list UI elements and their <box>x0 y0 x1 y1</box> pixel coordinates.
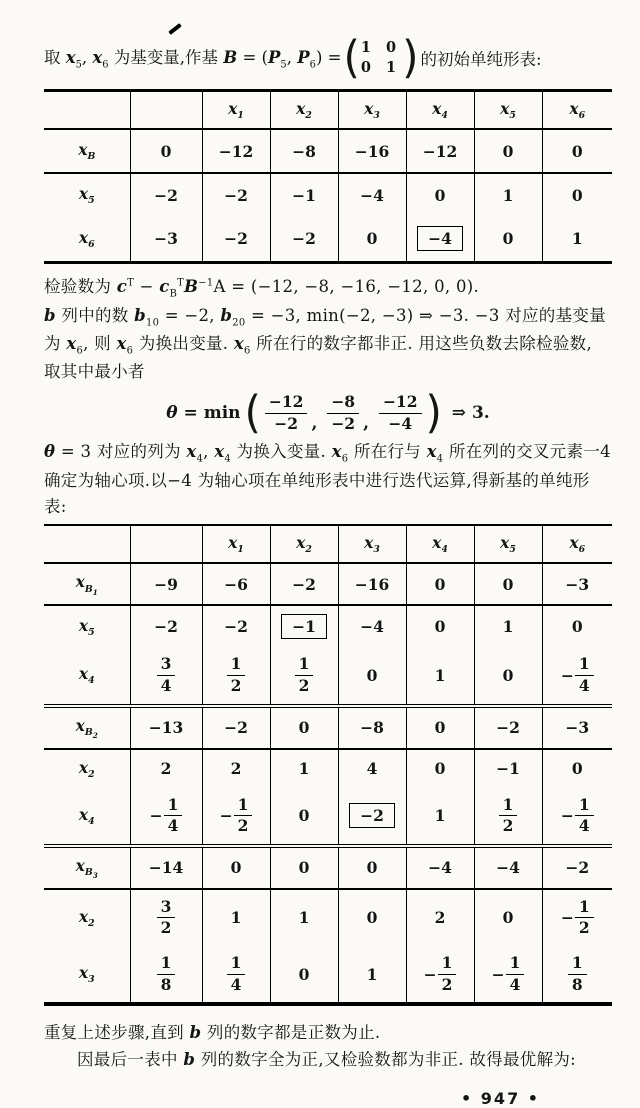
paragraph-block-1 <box>44 274 612 385</box>
table-cell: $\frac{1}{2}$ <box>202 647 270 705</box>
table-cell <box>270 605 338 647</box>
table-cell: −4 <box>338 605 406 647</box>
table-cell: −4 <box>338 173 406 216</box>
table-cell: −12 <box>202 129 270 173</box>
col-header <box>44 525 130 563</box>
table-cell: 2 <box>406 889 474 946</box>
table-cell: 0 <box>202 846 270 889</box>
initial-simplex-table <box>44 89 612 264</box>
table-cell: −8 <box>338 706 406 749</box>
col-header: $x_5$ <box>474 525 542 563</box>
intro-pre: 取 $x_5$, $x_6$ 为基变量,作基 $B = (P_5$, $P_6$) = <box>44 48 342 71</box>
left-paren: ( <box>343 31 360 83</box>
table-cell: −3 <box>542 706 612 749</box>
header-row <box>44 91 612 130</box>
table-cell: 0 <box>474 563 542 605</box>
table-cell: −13 <box>130 706 202 749</box>
table-row <box>44 889 612 946</box>
table-row <box>44 216 612 263</box>
table-cell: 0 <box>338 846 406 889</box>
table-cell: 0 <box>542 605 612 647</box>
table-cell: 0 <box>406 749 474 788</box>
table-cell: −12 <box>406 129 474 173</box>
row-label: $x_{B_1}$ <box>44 563 130 605</box>
table-row <box>44 173 612 216</box>
table-cell: −4 <box>474 846 542 889</box>
table-cell: 0 <box>406 605 474 647</box>
comma: , <box>363 413 375 434</box>
text-line: 为 $x_6$, 则 $x_6$ 为换出变量. $x_6$ 所在行的数字都非正. 用这些负数去除检验数, <box>44 333 593 356</box>
intro-sentence <box>44 31 612 83</box>
table-cell: 0 <box>270 946 338 1004</box>
formula-lead: θ = min <box>166 403 241 424</box>
text-line: 重复上述步骤,直到 b 列的数字都是正数为止. <box>44 1023 381 1043</box>
table-cell: −1 <box>474 749 542 788</box>
col-header: $x_6$ <box>542 525 612 563</box>
table-cell: 1 <box>338 946 406 1004</box>
row-label: $x_2$ <box>78 906 95 929</box>
col-header: $x_4$ <box>406 525 474 563</box>
table-cell: −3 <box>542 563 612 605</box>
iterated-simplex-table-wrap <box>44 524 612 1006</box>
table-cell: 0 <box>338 647 406 705</box>
table-cell: $\frac{1}{8}$ <box>130 946 202 1004</box>
table-cell: −1 <box>270 173 338 216</box>
table-cell: 0 <box>406 706 474 749</box>
theta-formula <box>44 387 612 439</box>
table-cell: −6 <box>202 563 270 605</box>
col-header: $x_1$ <box>202 91 270 130</box>
table-cell: 1 <box>202 889 270 946</box>
table-cell: 1 <box>542 216 612 263</box>
table-cell: $\frac{1}{2}$ <box>270 647 338 705</box>
table-cell: 0 <box>338 889 406 946</box>
table-cell: 0 <box>474 129 542 173</box>
table-cell: 1 <box>270 749 338 788</box>
table-cell: −14 <box>130 846 202 889</box>
text-line: 确定为轴心项.以−4 为轴心项在单纯形表中进行迭代运算,得新基的单纯形表: <box>44 470 590 516</box>
table-cell: − $\frac{1}{2}$ <box>202 788 270 846</box>
table-cell <box>406 216 474 263</box>
table-cell: 0 <box>474 889 542 946</box>
table-cell: − $\frac{1}{4}$ <box>542 788 612 846</box>
table-cell: $\frac{1}{4}$ <box>202 946 270 1004</box>
table-cell: −2 <box>130 173 202 216</box>
identity-matrix <box>343 31 419 83</box>
text-line: θ = 3 对应的列为 $x_4$, $x_4$ 为换入变量. $x_6$ 所在行与 $x_4$ 所在列的交叉元素一4 <box>44 442 611 465</box>
table-cell: −16 <box>338 129 406 173</box>
row-label: $x_4$ <box>44 647 130 705</box>
col-header: $x_3$ <box>338 525 406 563</box>
table-cell: −2 <box>202 173 270 216</box>
table-cell: 0 <box>270 846 338 889</box>
table-cell: −2 <box>202 706 270 749</box>
table-row <box>44 605 612 647</box>
table-cell: −2 <box>542 846 612 889</box>
table-row <box>44 647 612 705</box>
table-cell: −2 <box>270 563 338 605</box>
row-label: $x_{B_3}$ <box>44 846 130 889</box>
table-cell: − $\frac{1}{2}$ <box>542 889 612 946</box>
row-label: $x_B$ <box>44 129 130 173</box>
table-cell: −3 <box>130 216 202 263</box>
col-header: $x_5$ <box>474 91 542 130</box>
pivot-box: −4 <box>417 226 463 251</box>
table-cell: 1 <box>406 647 474 705</box>
table-cell: −2 <box>130 605 202 647</box>
col-header: $x_1$ <box>202 525 270 563</box>
right-paren: ) <box>402 31 419 83</box>
text-line: 取其中最小者 <box>44 361 145 381</box>
table-cell <box>338 788 406 846</box>
right-paren: ) <box>425 387 442 439</box>
table-cell: − $\frac{1}{2}$ <box>406 946 474 1004</box>
table-cell: $\frac{3}{2}$ <box>130 889 202 946</box>
table-cell: 0 <box>270 706 338 749</box>
row-label: $x_6$ <box>78 227 95 250</box>
table-cell: 0 <box>406 173 474 216</box>
table-cell: 2 <box>130 749 202 788</box>
table-cell: 0 <box>338 216 406 263</box>
table-row <box>44 749 612 788</box>
table-row <box>44 129 612 173</box>
table-row <box>44 946 612 1004</box>
table-cell: 1 <box>474 605 542 647</box>
table-cell: $\frac{1}{2}$ <box>474 788 542 846</box>
table-row <box>44 846 612 889</box>
text-line: 因最后一表中 b 列的数字全为正,又检验数都为非正. 故得最优解为: <box>77 1049 577 1069</box>
table-cell: 4 <box>338 749 406 788</box>
matrix-values: 1 0 0 1 <box>360 39 402 76</box>
table-cell: 1 <box>270 889 338 946</box>
ratio-fraction: $\frac{-12}{-2}$ <box>265 393 308 433</box>
text-line: b 列中的数 $b_{10} = -2$, $b_{20} = -3$, min(−2, −3) ⇒ −3. −3 对应的基变量 <box>44 305 606 328</box>
row-label: $x_2$ <box>78 757 95 780</box>
table-cell: 0 <box>406 563 474 605</box>
row-label: $x_5$ <box>78 615 95 638</box>
row-label: $x_{B_2}$ <box>44 706 130 749</box>
table-cell: −2 <box>202 605 270 647</box>
intro-post: 的初始单纯形表: <box>420 49 542 69</box>
initial-simplex-table-wrap <box>44 89 612 264</box>
left-paren: ( <box>244 387 261 439</box>
ratio-fraction: $\frac{-8}{-2}$ <box>327 393 359 433</box>
text-line: 检验数为 $c^T - c_B^TB^{-1}A = (-12$, −8, −16, −12, 0, 0). <box>44 277 480 300</box>
table-cell: 0 <box>130 129 202 173</box>
table-cell: 0 <box>542 173 612 216</box>
table-cell: 0 <box>270 788 338 846</box>
table-cell: 1 <box>406 788 474 846</box>
pivot-box: −2 <box>349 803 395 828</box>
table-cell: $\frac{3}{4}$ <box>130 647 202 705</box>
row-label: $x_4$ <box>44 788 130 846</box>
col-header: $x_2$ <box>270 91 338 130</box>
table-cell: −8 <box>270 129 338 173</box>
table-cell: 0 <box>474 216 542 263</box>
table-cell: 0 <box>474 647 542 705</box>
table-row <box>44 563 612 605</box>
col-header: $x_6$ <box>542 91 612 130</box>
col-header: $x_4$ <box>406 91 474 130</box>
table-cell: −9 <box>130 563 202 605</box>
table-row <box>44 788 612 846</box>
col-header <box>130 91 202 130</box>
row-label: $x_5$ <box>78 184 95 207</box>
table-cell: 0 <box>542 129 612 173</box>
ratio-fraction: $\frac{-12}{-4}$ <box>379 393 422 433</box>
table-cell: −2 <box>202 216 270 263</box>
table-cell: − $\frac{1}{4}$ <box>542 647 612 705</box>
paragraph-block-2 <box>44 439 612 520</box>
table-cell: −2 <box>270 216 338 263</box>
table-cell: − $\frac{1}{4}$ <box>474 946 542 1004</box>
header-row <box>44 525 612 563</box>
comma: , <box>311 413 324 434</box>
table-cell: 0 <box>542 749 612 788</box>
paragraph-block-3 <box>44 1020 612 1073</box>
row-label: $x_3$ <box>78 962 95 986</box>
col-header <box>44 91 130 130</box>
formula-tail: ⇒ 3. <box>445 403 490 424</box>
pivot-box: −1 <box>281 614 327 639</box>
table-cell: − $\frac{1}{4}$ <box>130 788 202 846</box>
table-cell: −2 <box>474 706 542 749</box>
table-cell: 1 <box>474 173 542 216</box>
col-header: $x_2$ <box>270 525 338 563</box>
col-header: $x_3$ <box>338 91 406 130</box>
table-cell: $\frac{1}{8}$ <box>542 946 612 1004</box>
table-cell: 2 <box>202 749 270 788</box>
col-header <box>130 525 202 563</box>
iterated-simplex-table <box>44 524 612 1006</box>
table-row <box>44 706 612 749</box>
table-cell: −4 <box>406 846 474 889</box>
table-cell: −16 <box>338 563 406 605</box>
page-number: • 947 • <box>461 1088 540 1108</box>
